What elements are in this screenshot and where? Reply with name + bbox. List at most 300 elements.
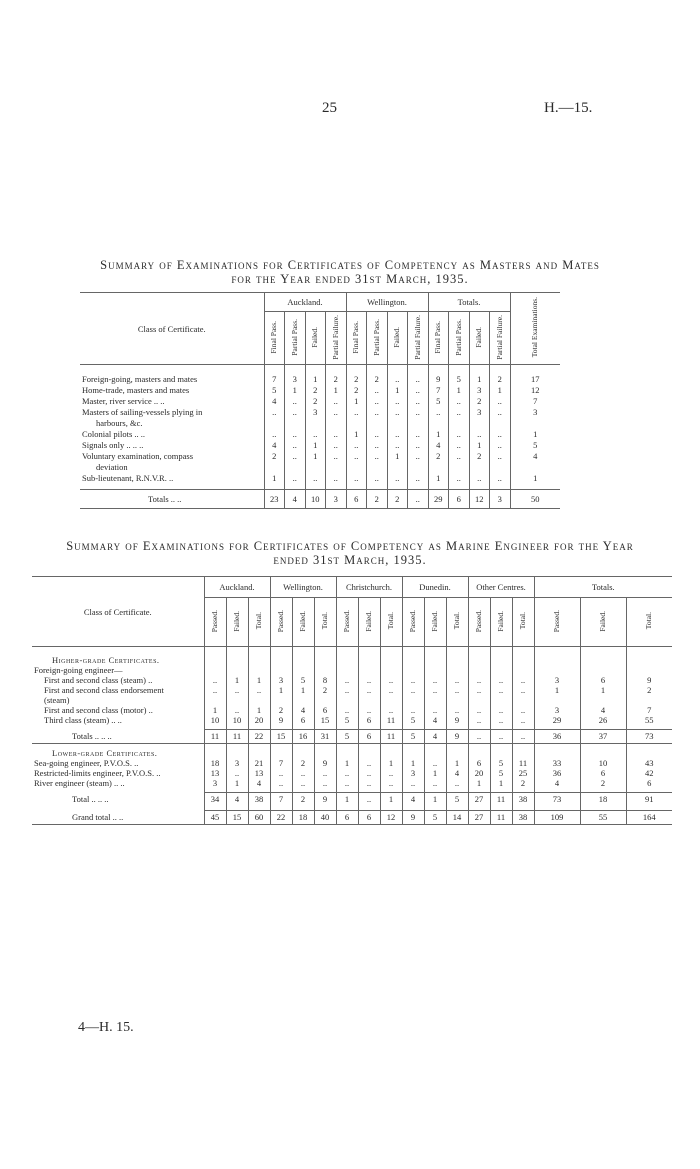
table-cell: ..	[402, 675, 424, 685]
table-cell: 5	[402, 715, 424, 725]
table-cell	[428, 461, 449, 472]
table-cell: ..	[512, 705, 534, 715]
table-cell: 2	[367, 373, 388, 384]
table-cell: 4	[510, 450, 560, 461]
table-cell: ..	[490, 406, 511, 417]
table-cell: 5	[424, 810, 446, 825]
table-cell: 3	[226, 758, 248, 768]
table-cell: 14	[446, 810, 468, 825]
table-cell: 1	[270, 685, 292, 695]
table-cell: 1	[490, 384, 511, 395]
table-cell: 2	[346, 384, 367, 395]
table-cell	[534, 655, 580, 665]
table-cell: 1	[336, 792, 358, 806]
table-cell	[449, 417, 470, 428]
column-header-label: Failed.	[298, 610, 307, 632]
table-cell: ..	[428, 406, 449, 417]
table-cell: 16	[292, 729, 314, 744]
table-cell: ..	[264, 428, 285, 439]
table-cell: 3	[510, 406, 560, 417]
column-header	[468, 598, 490, 647]
group-header: Auckland.	[204, 577, 270, 598]
table-row	[80, 450, 560, 461]
table-cell	[446, 748, 468, 758]
table-cell: 17	[510, 373, 560, 384]
table-cell: 3	[204, 778, 226, 788]
column-header	[292, 598, 314, 647]
table-cell	[580, 665, 626, 675]
table-cell: 21	[248, 758, 270, 768]
column-header-label: Total.	[386, 612, 395, 630]
table-cell	[402, 655, 424, 665]
table-cell: ..	[346, 439, 367, 450]
table-cell: ..	[226, 768, 248, 778]
table-cell: ..	[326, 406, 347, 417]
column-header	[380, 598, 402, 647]
row-label: (steam)	[44, 695, 70, 705]
table-cell	[226, 655, 248, 665]
table-cell: ..	[449, 450, 470, 461]
total-examinations-label: Total Examinations.	[530, 297, 540, 358]
column-header-label: Failed.	[430, 610, 439, 632]
table-cell	[292, 665, 314, 675]
table-cell: 1	[264, 472, 285, 483]
table-cell: ..	[367, 428, 388, 439]
table-cell	[626, 665, 672, 675]
document-reference: H.—15.	[544, 100, 593, 116]
table-cell	[402, 665, 424, 675]
table-cell	[336, 695, 358, 705]
column-header	[264, 312, 285, 365]
column-header-label: Failed.	[496, 610, 505, 632]
table-cell	[326, 417, 347, 428]
table-cell: 4	[580, 705, 626, 715]
table-cell: 2	[512, 778, 534, 788]
totals-cell: ..	[408, 490, 429, 509]
table-cell	[314, 655, 336, 665]
table-cell	[387, 461, 408, 472]
table-cell: 9	[446, 729, 468, 744]
table-cell: 9	[270, 715, 292, 725]
table-cell: 2	[428, 450, 449, 461]
table-cell: 12	[510, 384, 560, 395]
table-cell: ..	[358, 792, 380, 806]
table-cell: ..	[387, 373, 408, 384]
table-cell: ..	[424, 675, 446, 685]
table-cell: 10	[204, 715, 226, 725]
table-cell: 4	[264, 395, 285, 406]
table-cell: ..	[408, 439, 429, 450]
table-cell: ..	[402, 705, 424, 715]
table-cell: ..	[226, 705, 248, 715]
table-cell	[424, 655, 446, 665]
table-cell: 3	[534, 675, 580, 685]
table-cell	[270, 655, 292, 665]
table-cell: 4	[264, 439, 285, 450]
row-label: Foreign-going engineer—	[34, 665, 123, 675]
row-label: Total .. .. ..	[72, 794, 109, 804]
table-row	[80, 439, 560, 450]
totals-row	[32, 792, 672, 806]
column-header-label: Partial Pass.	[453, 318, 463, 356]
total-examinations-header	[510, 293, 560, 365]
table-cell: ..	[449, 472, 470, 483]
table-cell: 109	[534, 810, 580, 825]
table-cell: ..	[326, 450, 347, 461]
table-cell: ..	[446, 675, 468, 685]
totals-row	[80, 490, 560, 509]
table-cell: ..	[512, 675, 534, 685]
table-cell	[292, 695, 314, 705]
row-label: Colonial pilots .. ..	[82, 428, 146, 439]
table-cell: 20	[248, 715, 270, 725]
table-cell	[424, 748, 446, 758]
column-header-label: Final Pass.	[269, 320, 279, 354]
table-cell	[248, 665, 270, 675]
table-cell	[408, 417, 429, 428]
table-cell: 6	[626, 778, 672, 788]
table-cell	[424, 695, 446, 705]
table-cell	[248, 748, 270, 758]
row-label: Sub-lieutenant, R.N.V.R. ..	[82, 472, 174, 483]
table-cell	[449, 461, 470, 472]
table-row	[80, 373, 560, 384]
table-cell: 6	[336, 810, 358, 825]
table-cell: 1	[510, 472, 560, 483]
table-cell: ..	[285, 406, 306, 417]
table-cell: ..	[408, 406, 429, 417]
totals-cell: 3	[490, 490, 511, 509]
table-cell: ..	[424, 758, 446, 768]
table-cell	[626, 695, 672, 705]
table-cell: ..	[270, 778, 292, 788]
table-cell: 29	[534, 715, 580, 725]
table-cell	[380, 748, 402, 758]
column-header-label: Failed.	[392, 326, 402, 348]
table-cell	[248, 655, 270, 665]
table-cell: ..	[468, 675, 490, 685]
column-header	[326, 312, 347, 365]
table-cell	[248, 695, 270, 705]
table2-title-line2: ended 31st March, 1935.	[273, 553, 427, 567]
totals-cell: 2	[367, 490, 388, 509]
group-header: Christchurch.	[336, 577, 402, 598]
table-cell	[346, 461, 367, 472]
table-cell: ..	[346, 450, 367, 461]
table-cell: ..	[270, 768, 292, 778]
totals-cell: 6	[449, 490, 470, 509]
table-row	[80, 461, 560, 472]
table-cell: 1	[380, 758, 402, 768]
table-cell	[336, 655, 358, 665]
table-row	[80, 472, 560, 483]
table-cell: ..	[446, 778, 468, 788]
table-cell: 1	[428, 472, 449, 483]
table-cell: ..	[367, 384, 388, 395]
table-cell	[446, 655, 468, 665]
table-cell: 6	[358, 715, 380, 725]
column-header-label: Partial Pass.	[371, 318, 381, 356]
table-cell: ..	[490, 472, 511, 483]
row-label: Signals only .. .. ..	[82, 439, 144, 450]
table-cell: ..	[490, 439, 511, 450]
table-cell: 11	[380, 715, 402, 725]
totals-label: Totals .. ..	[80, 490, 264, 509]
table-cell: ..	[490, 395, 511, 406]
table-cell: ..	[424, 685, 446, 695]
table-cell: 3	[305, 406, 326, 417]
table-cell: ..	[358, 768, 380, 778]
table-cell: 1	[204, 705, 226, 715]
table-cell: ..	[358, 778, 380, 788]
table-cell	[534, 665, 580, 675]
table-cell: ..	[367, 472, 388, 483]
row-label: Lower-grade Certificates.	[52, 748, 158, 758]
group-header: Totals.	[534, 577, 672, 598]
table-cell	[468, 665, 490, 675]
table-cell: 73	[534, 792, 580, 806]
table-cell: ..	[336, 778, 358, 788]
table-cell: 2	[626, 685, 672, 695]
table-cell: 6	[314, 705, 336, 715]
group-header: Other Centres.	[468, 577, 534, 598]
column-header-label: Failed.	[232, 610, 241, 632]
table-cell	[226, 748, 248, 758]
table-cell: 42	[626, 768, 672, 778]
table-cell: ..	[408, 395, 429, 406]
table-cell: 25	[512, 768, 534, 778]
table-cell	[204, 695, 226, 705]
table-cell	[358, 695, 380, 705]
table-cell	[469, 417, 490, 428]
table-cell: ..	[512, 729, 534, 744]
table-cell: 18	[292, 810, 314, 825]
table-cell: 5	[264, 384, 285, 395]
table-cell: 1	[336, 758, 358, 768]
table-row	[32, 778, 672, 788]
column-header-label: Total.	[518, 612, 527, 630]
table-cell: ..	[285, 439, 306, 450]
table-cell: 91	[626, 792, 672, 806]
table-row	[32, 695, 672, 705]
column-header	[424, 598, 446, 647]
table-cell	[270, 665, 292, 675]
table-cell: ..	[387, 395, 408, 406]
footer-signature: 4—H. 15.	[78, 1020, 134, 1035]
table-cell: 11	[204, 729, 226, 744]
table-cell	[292, 748, 314, 758]
table-cell: ..	[380, 675, 402, 685]
column-header	[285, 312, 306, 365]
column-header	[449, 312, 470, 365]
row-label: Master, river service .. ..	[82, 395, 165, 406]
table-cell: 6	[580, 675, 626, 685]
table-cell: ..	[446, 705, 468, 715]
row-label: Totals .. .. ..	[72, 731, 112, 741]
table-cell: ..	[285, 395, 306, 406]
table-cell: 1	[424, 792, 446, 806]
table-cell	[314, 665, 336, 675]
table-cell: 7	[428, 384, 449, 395]
table-cell	[264, 461, 285, 472]
table-cell: 2	[292, 792, 314, 806]
table-cell: ..	[408, 384, 429, 395]
table-cell: 37	[580, 729, 626, 744]
table1-title	[60, 258, 640, 286]
table-cell	[402, 695, 424, 705]
table-cell	[490, 665, 512, 675]
table-cell	[580, 748, 626, 758]
table-cell	[292, 655, 314, 665]
table-cell	[580, 655, 626, 665]
table-cell	[270, 748, 292, 758]
table-cell: 1	[305, 450, 326, 461]
table-cell: 5	[336, 715, 358, 725]
totals-cell: 10	[305, 490, 326, 509]
table-cell: ..	[380, 705, 402, 715]
column-header	[270, 598, 292, 647]
row-label: deviation	[96, 461, 128, 472]
table-cell	[469, 461, 490, 472]
table-cell: 1	[305, 373, 326, 384]
table-cell: 1	[292, 685, 314, 695]
table-cell: 2	[580, 778, 626, 788]
table-cell: 4	[226, 792, 248, 806]
table-row	[32, 768, 672, 778]
table-cell: 2	[264, 450, 285, 461]
group-header: Wellington.	[270, 577, 336, 598]
table-cell	[204, 748, 226, 758]
column-header	[626, 598, 672, 647]
column-header-label: Final Pass.	[351, 320, 361, 354]
table-cell: ..	[358, 675, 380, 685]
table-cell: 11	[512, 758, 534, 768]
row-label: Masters of sailing-vessels plying in	[82, 406, 203, 417]
table-cell: 9	[314, 792, 336, 806]
table-cell: 6	[292, 715, 314, 725]
table-cell: 36	[534, 729, 580, 744]
totals-row	[32, 810, 672, 825]
table-cell: 5	[402, 729, 424, 744]
group-header: Totals.	[428, 293, 510, 312]
table-cell: 1	[326, 384, 347, 395]
table-cell	[380, 655, 402, 665]
table-cell: 13	[248, 768, 270, 778]
table-cell: ..	[469, 472, 490, 483]
table-cell: 9	[446, 715, 468, 725]
table-cell: 10	[226, 715, 248, 725]
table-row	[32, 705, 672, 715]
table-cell: 1	[510, 428, 560, 439]
table-cell: 40	[314, 810, 336, 825]
table-cell: 5	[428, 395, 449, 406]
table-cell	[264, 417, 285, 428]
table-cell: 2	[490, 373, 511, 384]
table-cell: 1	[424, 768, 446, 778]
table-cell	[534, 748, 580, 758]
table-cell: 73	[626, 729, 672, 744]
table-cell: ..	[367, 406, 388, 417]
masters-mates-table	[80, 292, 560, 509]
table-cell: ..	[326, 472, 347, 483]
column-header	[446, 598, 468, 647]
column-header	[428, 312, 449, 365]
table-cell	[358, 655, 380, 665]
table-cell: 6	[580, 768, 626, 778]
table-cell	[446, 695, 468, 705]
row-label: Higher-grade Certificates.	[52, 655, 160, 665]
table-cell	[510, 461, 560, 472]
table-cell: 6	[468, 758, 490, 768]
table-cell: 3	[285, 373, 306, 384]
table-cell	[512, 748, 534, 758]
table-cell: ..	[204, 685, 226, 695]
table-cell: 60	[248, 810, 270, 825]
table-cell: ..	[387, 439, 408, 450]
table-cell: ..	[367, 450, 388, 461]
column-header-label: Partial Failure.	[494, 314, 504, 360]
table-cell: ..	[512, 715, 534, 725]
table-cell: 5	[446, 792, 468, 806]
table-cell: ..	[468, 705, 490, 715]
table-cell: 9	[428, 373, 449, 384]
table-cell	[226, 665, 248, 675]
table-cell: 11	[226, 729, 248, 744]
column-header-label: Passed.	[342, 609, 351, 633]
table-cell: 2	[326, 373, 347, 384]
table-cell	[428, 417, 449, 428]
table-cell: 31	[314, 729, 336, 744]
table-cell	[367, 417, 388, 428]
table-cell	[402, 748, 424, 758]
column-header	[580, 598, 626, 647]
column-header	[346, 312, 367, 365]
table-cell: 8	[314, 675, 336, 685]
table-cell	[510, 417, 560, 428]
table-cell	[204, 655, 226, 665]
column-header-label: Failed.	[364, 610, 373, 632]
table-cell: 18	[204, 758, 226, 768]
table-cell	[270, 695, 292, 705]
table-cell: 10	[580, 758, 626, 768]
table-cell: 2	[305, 384, 326, 395]
table-cell: ..	[380, 778, 402, 788]
table-cell: 1	[346, 395, 367, 406]
table-cell: 55	[626, 715, 672, 725]
table-cell: 55	[580, 810, 626, 825]
table-cell: 1	[402, 758, 424, 768]
table-cell: 27	[468, 810, 490, 825]
table-cell: 3	[270, 675, 292, 685]
table-row	[32, 665, 672, 675]
column-header	[534, 598, 580, 647]
row-label: Foreign-going, masters and mates	[82, 373, 198, 384]
table-cell: ..	[367, 395, 388, 406]
column-header-label: Failed.	[474, 326, 484, 348]
table-cell	[468, 695, 490, 705]
table-cell: 1	[248, 675, 270, 685]
column-header-label: Partial Pass.	[289, 318, 299, 356]
table-cell: 1	[449, 384, 470, 395]
table1-title-line1: Summary of Examinations for Certificates of Competency as Masters and Mates	[100, 258, 600, 272]
group-header: Dunedin.	[402, 577, 468, 598]
table-cell: 38	[512, 792, 534, 806]
table-cell: 3	[402, 768, 424, 778]
table-cell	[512, 665, 534, 675]
column-header	[314, 598, 336, 647]
row-label: First and second class (steam) ..	[44, 675, 153, 685]
totals-cell: 29	[428, 490, 449, 509]
